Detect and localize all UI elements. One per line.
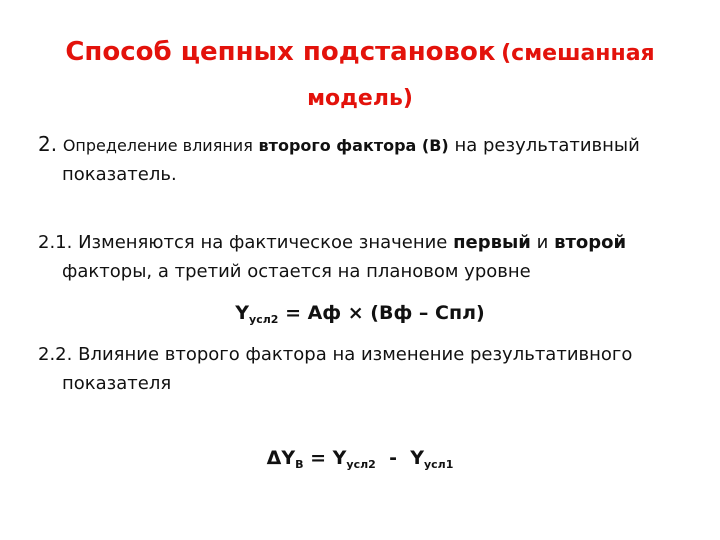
formula2-y2-subscript: усл1 (423, 458, 454, 471)
formula2-minus: - (389, 447, 397, 469)
formula2-eq: = Y (310, 447, 347, 469)
section-2-1-and: и (536, 232, 549, 253)
section-2-2-text: Влияние второго фактора на изменение результативного показателя (62, 344, 633, 394)
formula1-lhs: Y (235, 302, 250, 324)
formula2-y1-subscript: усл2 (346, 458, 376, 471)
section-2-2-number: 2.2. (38, 344, 73, 365)
title-sub: (смешанная модель) (307, 41, 655, 111)
formula-y-usl2 (0, 298, 720, 335)
section-2-2-paragraph (38, 340, 702, 398)
section-2-text-b: на результативный показатель. (62, 135, 640, 185)
formula2-y2: Y (410, 447, 424, 469)
section-2-bold: второго фактора (В) (258, 136, 449, 155)
title-main: Способ цепных подстановок (65, 37, 496, 67)
section-2-1-bold-first: первый (453, 232, 531, 253)
section-2-1-bold-second: второй (554, 232, 627, 253)
section-2-text-a: Определение влияния (62, 136, 253, 155)
section-2-1-paragraph (38, 228, 702, 286)
section-2-paragraph (38, 130, 702, 189)
section-2-1-number: 2.1. (38, 232, 73, 253)
slide-title (30, 30, 690, 122)
formula2-delta: ΔY (266, 447, 296, 469)
formula1-rhs: = Aф × (Вф – Cпл) (285, 302, 485, 324)
section-2-number: 2. (38, 132, 58, 156)
formula2-delta-subscript: B (295, 458, 304, 471)
section-2-1-text-a: Изменяются на фактическое значение (78, 232, 448, 253)
formula1-lhs-subscript: усл2 (249, 313, 279, 326)
section-2-1-text-b: факторы, а третий остается на плановом уровне (62, 261, 531, 282)
formula-delta-yb (0, 443, 720, 480)
